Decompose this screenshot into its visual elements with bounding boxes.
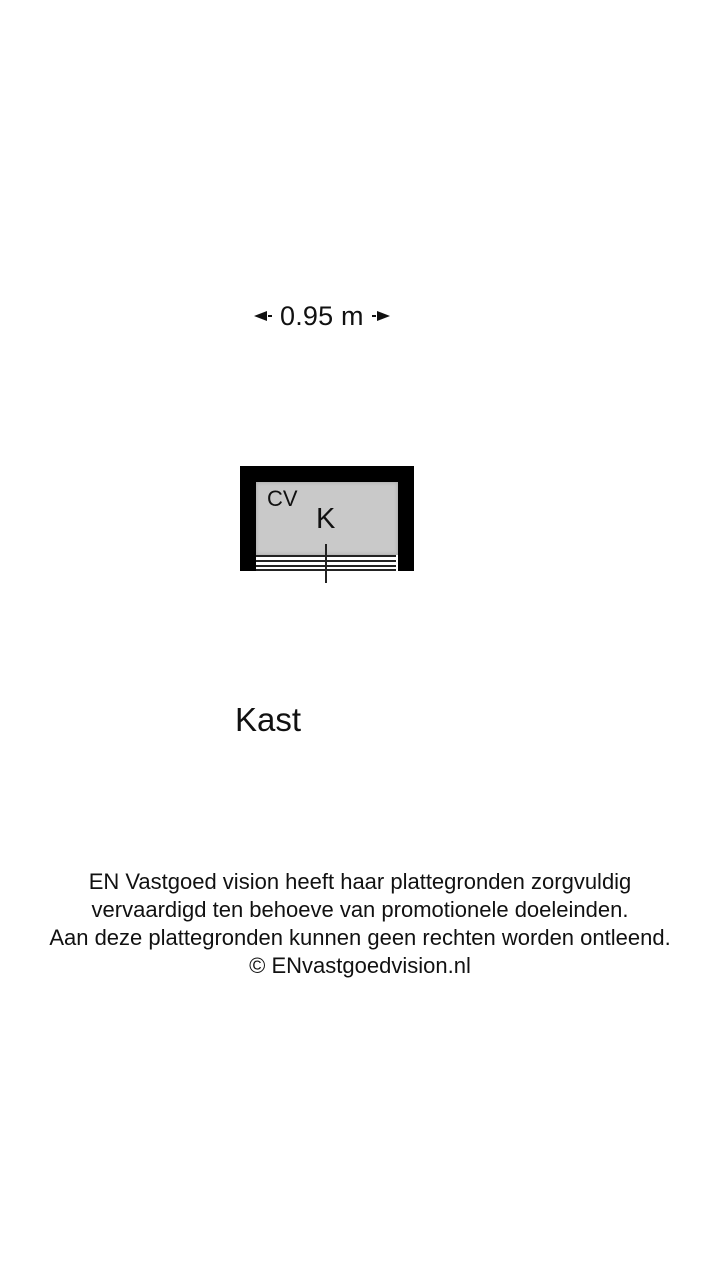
- arrow-right-icon: [377, 311, 390, 321]
- disclaimer: [0, 868, 720, 980]
- label-leader-line: [325, 544, 327, 583]
- k-label: K: [316, 503, 336, 535]
- dimension-indicator: [254, 298, 404, 334]
- copyright-line: © ENvastgoedvision.nl: [249, 953, 471, 978]
- dimension-line-right: [372, 315, 376, 317]
- disclaimer-line: vervaardigd ten behoeve van promotionele doeleinden.: [91, 897, 629, 922]
- wall-right: [398, 466, 414, 571]
- arrow-left-icon: [254, 311, 267, 321]
- room-name: Kast: [235, 701, 302, 738]
- dimension-label: 0.95 m: [280, 300, 364, 331]
- disclaimer-line: EN Vastgoed vision heeft haar plattegronden zorgvuldig: [88, 869, 632, 894]
- cv-label: CV: [267, 486, 298, 511]
- wall-left: [240, 466, 256, 571]
- disclaimer-line: Aan deze plattegronden kunnen geen rechten worden ontleend.: [49, 925, 671, 950]
- dimension-line-left: [268, 315, 272, 317]
- wall-top: [240, 466, 414, 482]
